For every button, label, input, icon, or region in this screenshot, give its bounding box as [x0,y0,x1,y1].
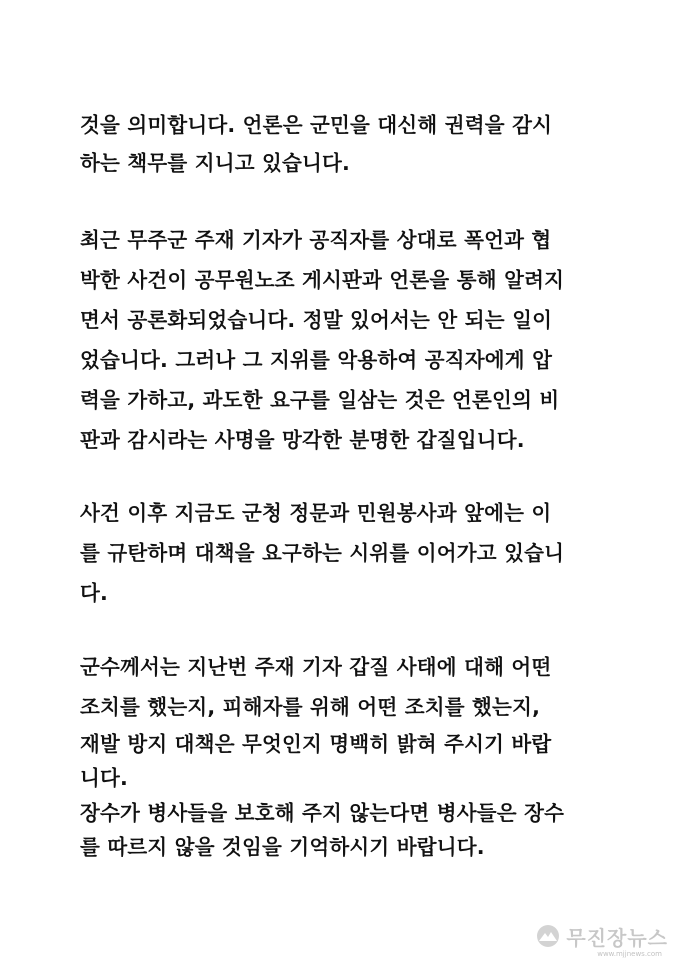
text-line: 를 규탄하며 대책을 요구하는 시위를 이어가고 있습니 [80,541,565,565]
mountain-logo-icon [536,924,560,948]
watermark-text: 무진장뉴스 [566,925,668,950]
text-line: 조치를 했는지, 피해자를 위해 어떤 조치를 했는지, [80,695,541,719]
text-line: 장수가 병사들을 보호해 주지 않는다면 병사들은 장수 [80,801,565,825]
text-line: 재발 방지 대책은 무엇인지 명백히 밝혀 주시기 바랍 [80,732,552,756]
text-line: 최근 무주군 주재 기자가 공직자를 상대로 폭언과 협 [80,228,552,252]
text-line: 사건 이후 지금도 군청 정문과 민원봉사과 앞에는 이 [80,501,552,525]
text-line: 군수께서는 지난번 주재 기자 갑질 사태에 대해 어떤 [80,655,552,679]
text-line: 를 따르지 않을 것임을 기억하시기 바랍니다. [80,835,485,859]
text-line: 하는 책무를 지니고 있습니다. [80,151,351,175]
watermark [536,922,668,950]
text-line: 것을 의미합니다. 언론은 군민을 대신해 권력을 감시 [80,113,553,137]
text-line: 판과 감시라는 사명을 망각한 분명한 갑질입니다. [80,428,525,452]
text-line: 박한 사건이 공무원노조 게시판과 언론을 통해 알려지 [80,268,565,292]
text-line: 니다. [80,766,128,790]
text-line: 력을 가하고, 과도한 요구를 일삼는 것은 언론인의 비 [80,388,560,412]
text-line: 다. [80,581,108,605]
watermark-subtext: www.mjjnews.com [597,950,662,958]
text-line: 었습니다. 그러나 그 지위를 악용하여 공직자에게 압 [80,348,553,372]
text-line: 면서 공론화되었습니다. 정말 있어서는 안 되는 일이 [80,308,553,332]
